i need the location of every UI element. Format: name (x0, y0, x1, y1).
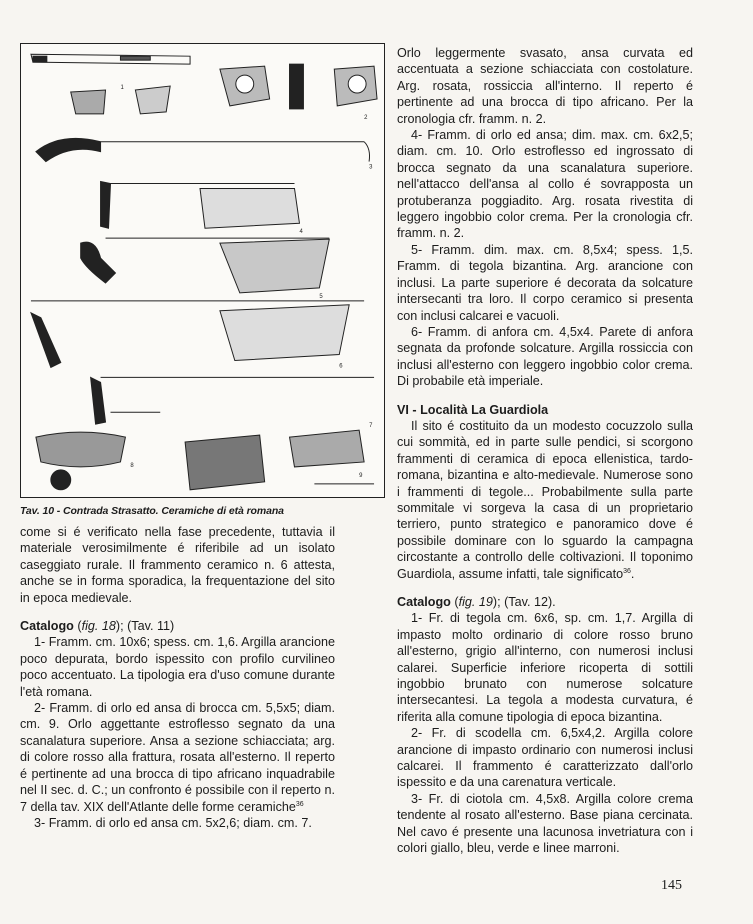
handle-section (290, 64, 304, 109)
figure-number-8: 8 (130, 462, 134, 469)
section-heading: VI - Località La Guardiola (397, 402, 549, 417)
catalog-item-6: 6- Framm. di anfora cm. 4,5x4. Parete di anfora segnata da profonde solcature. Argilla rossiccia con inclusi all'esterno con leggero ingobbio color crema. Di probabile età imperiale. (397, 324, 693, 389)
catalog-2-item-2: 2- Fr. di scodella cm. 6,5x4,2. Argilla colore arancione di impasto ordinario con numerosi inclusi calcarei. Il frammento é caratterizzato dall'orlo ispessito e da una carenatura verticale. (397, 726, 693, 790)
page-number: 145 (661, 878, 682, 893)
figure-number-5: 5 (319, 293, 323, 300)
catalog-fig-ref: fig. 18 (81, 619, 116, 634)
pottery-drawings (21, 44, 384, 497)
catalog-item-3: 3- Framm. di orlo ed ansa cm. 5x2,6; diam. cm. 7. (34, 815, 312, 830)
figure-number-9: 9 (359, 472, 363, 479)
fragment-base (51, 470, 71, 490)
catalog-heading: Catalogo (fig. 18); (Tav. 11) (20, 619, 175, 634)
figure-number-2: 2 (364, 114, 368, 121)
catalog-item-4: 4- Framm. di orlo ed ansa; dim. max. cm. 6x2,5; diam. cm. 10. Orlo estroflesso ed ingrossato di brocca segnato da una scanalatura superiore. nell'attacco dell'ansa al collo é sovrapposta un protuberanza poggiadito. Arg. rosata rivestita di leggero ingobbio color crema. Per la cronologia cfr. framm. n. 2. (397, 128, 693, 241)
section-paragraph: Il sito é costituito da un modesto cocuzzolo sulla cui sommità, ed in parte sulle pendici, si scorgono frammenti di ceramica di epoca ellenistica, tardo-romana, bizantina e alto-medievale. Numerose sono i frammenti di tegole... Probabilmente sulla parte sommitale vi sorgeva la casa di un proprietario terriero, punto strategico e panoramico dove é possibile dominare con lo sguardo la campagna circostante a controllo delle coltivazioni. Il toponimo Guardiola, assume infatti, tale significato$^{36}$. (397, 418, 693, 581)
catalog-item-5: 5- Framm. dim. max. cm. 8,5x4; spess. 1,5. Framm. di tegola bizantina. Arg. arancione con inclusi. La parte superiore é decorata da solcature intersecanti tra loro. Il corpo ceramico si presenta con inclusi calcarei e vacuoli. (397, 242, 693, 323)
right-column (397, 45, 693, 857)
plate-caption: Tav. 10 - Contrada Strasatto. Ceramiche di età romana (20, 505, 284, 517)
catalog-2-item-3: 3- Fr. di ciotola cm. 4,5x8. Argilla colore crema tendente al rosato all'esterno. Base piana cercinata. Nel cavo é presente una lacunosa invetriatura con i colori giallo, bleu, verde e linee marroni. (397, 791, 693, 856)
intro-paragraph: come si é verificato nella fase precedente, tuttavia il materiale verosimilmente é riferibile ad un isolato caseggiato rurale. Il frammento ceramico n. 6 attesta, anche se in forma sporadica, la frequentazione del sito in epoca medievale. (20, 525, 335, 605)
catalog-item-2: 2- Framm. di orlo ed ansa di brocca cm. 5,5x5; diam. cm. 9. Orlo aggettante estroflesso segnato da una scanalatura superiore. Ansa a sezione schiacciata; arg. di colore rosso alla frattura, rosata all'esterno. Il reperto é pertinente ad una brocca di tipo africano inquadrabile nel II sec. d. C.; un confronto é possibile con il reperto n. 7 della tav. XIX dell'Atlante delle forme ceramiche$^{36}$ (20, 701, 335, 814)
plate-figure (20, 43, 385, 498)
catalog-tav-ref: ; (Tav. 11) (120, 619, 175, 634)
figure-number-6: 6 (339, 363, 343, 370)
catalog-fig-ref: fig. 19 (458, 595, 493, 609)
footnote-ref: 36 (295, 800, 304, 808)
figure-number-7: 7 (369, 423, 373, 430)
fragment-profile (33, 56, 47, 62)
catalog-label: Catalogo (397, 595, 451, 609)
figure-number-4: 4 (299, 229, 303, 236)
catalog-item-1: 1- Framm. cm. 10x6; spess. cm. 1,6. Argilla arancione poco depurata, bordo ispessito con profilo curvilineo poco accentuato. La tipologia era d'uso comune durante l'età romana. (20, 635, 335, 699)
left-column (20, 524, 335, 831)
figure-number-1: 1 (120, 85, 124, 91)
figure-number-3: 3 (369, 164, 373, 171)
catalog-heading-2: Catalogo (fig. 19); (Tav. 12). (397, 595, 556, 609)
catalog-2-item-1: 1- Fr. di tegola cm. 6x6, sp. cm. 1,7. Argilla di impasto molto ordinario di colore rosso bruno all'esterno, grigio all'interno, con numerosi inclusi calarei. Superficie inferiore ricoperta di sottili ingobbio brunato con numerose solcature intersecantesi. La tegola a modesta curvatura, é riferita alla comune tipologia di epoca bizantina. (397, 611, 693, 724)
continuation-paragraph: Orlo leggermente svasato, ansa curvata ed accentuata a sezione schiacciata con costolature. Arg. rosata, rossiccia all'interno. Il reperto é pertinente ad una brocca di tipo africano. Per la cronologia cfr. framm. n. 2. (397, 46, 693, 126)
footnote-ref: 36 (623, 567, 631, 575)
catalog-tav-ref: ; (Tav. 12). (497, 595, 556, 609)
catalog-label: Catalogo (20, 619, 74, 634)
